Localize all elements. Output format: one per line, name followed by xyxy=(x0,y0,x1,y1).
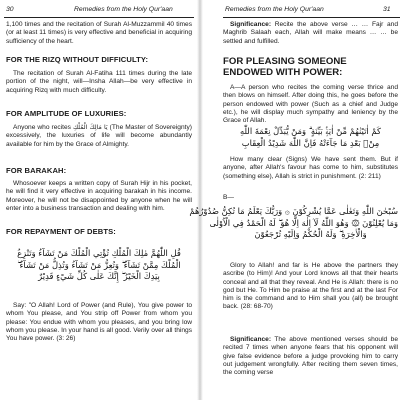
heading-pleasing-someone-endowed-with-power: FOR PLEASING SOMEONE ENDOWED WITH POWER: xyxy=(223,56,347,78)
part-b-arabic-line: وَمَا يُعْلِنُوْنَ ۞ وَهُوَ اللّٰهُ لَآ اِلٰهَ اِلَّا هُوَ ۖ لَهُ الْحَمْدُ فِي الْاُوْلٰى xyxy=(209,217,398,228)
left-page-number: 30 xyxy=(6,6,14,13)
debts-arabic-line: الْمُلْكَ مِمَّنْ تَشَآءُ ۖ وَتُعِزُّ مَنْ تَشَآءُ وَتُذِلُّ مَنْ تَشَآءُ ۖ xyxy=(17,259,181,270)
luxuries-paragraph xyxy=(6,124,192,149)
part-b-arabic-line: سُبْحٰنَ اللّٰهِ وَتَعٰلٰى عَمَّا يُشْرِكُوْنَ ۞ وَرَبُّكَ يَعْلَمُ مَا تُكِنُّ صُدُوْرُهُمْ xyxy=(189,206,398,216)
heading-luxuries: FOR AMPLITUDE OF LUXURIES: xyxy=(6,109,127,118)
significance-top-label: Significance: xyxy=(230,21,272,28)
part-b-translation: Glory to Allah! and far is He above the partners they ascribe (to Him)! And your Lord knows all that their hearts conceal and all that they reveal. And He is Allah: there is no god but He. To Him be praise at the first and at the last For him is the command and to Him shall you (all) be brought back. (28: 68-70) xyxy=(223,262,398,311)
right-header-rule xyxy=(223,17,400,18)
luxuries-text-before: Anyone who recites xyxy=(13,124,71,131)
left-header-rule xyxy=(4,17,194,18)
barakah-paragraph: Whosoever keeps a written copy of Surah Hijr in his pocket, he will find it very effective in acquiring barakah in his income. Moreover, he will not be disappointed by anyone when he will enter into a business transaction and dealing with him. xyxy=(6,180,192,212)
part-b-label: B— xyxy=(223,194,234,201)
part-a-arabic-line: كَمْ اٰتَيْنٰهُمْ مِّنْ اٰيَةٍۢ بَيِّنَةٍ ۗ وَمَنْ يُّبَدِّلْ نِعْمَةَ اللّٰهِ xyxy=(240,126,381,136)
significance-bottom-label: Significance: xyxy=(230,336,272,343)
right-page xyxy=(189,0,400,400)
significance-bottom-text: The above mentioned verses should be recited 7 times when anyone fears that his opponent will give false evidence before a judge provoking him to carry out judgement wrongfully. After reciting them seven times, the coming verse xyxy=(223,336,398,377)
luxuries-inline-arabic: يَا مَالِكَ الْمُلْكِ xyxy=(72,124,108,131)
right-page-number: 31 xyxy=(383,6,391,13)
heading-repayment-of-debts: FOR REPAYMENT OF DEBTS: xyxy=(6,227,116,236)
part-b-arabic-verse xyxy=(189,206,398,241)
left-intro-paragraph: 1,100 times and the recitation of Surah Al-Muzzammil 40 times (or at least 11 times) is very effective and beneficial in acquiring sufficiency of the heart. xyxy=(6,21,192,45)
rizq-paragraph: The recitation of Surah Al-Fatiha 111 times during the late portion of the night, will—Insha Allah—be very effective in acquiring Rizq with much difficulty. xyxy=(6,70,192,94)
part-a-translation: How many clear (Signs) We have sent them. But if anyone, after Allah's favour has come to him, substitutes (something else), Allah is strict in punishment. (2: 211) xyxy=(223,156,398,180)
part-a-paragraph: A—A person who recites the coming verse thrice and then blows on himself. After doing this, he goes before the person endowed with power (Such as a chief and Judge etc.), he will display much sympathy and leniency by the Grace of Allah. xyxy=(223,84,398,125)
part-b-arabic-line: وَالْاٰخِرَةِ ۖ وَلَهُ الْحُكْمُ وَاِلَيْهِ تُرْجَعُوْنَ xyxy=(254,229,367,239)
debts-arabic-line: بِيَدِكَ الْخَيْرُ ۖ إِنَّكَ عَلٰى كُلِّ شَيْءٍ قَدِيْرٌ xyxy=(38,271,160,281)
part-a-arabic-verse xyxy=(223,126,398,149)
luxuries-text-after: (The Master of Sovereignty) excessively, the luxuries of life will become abundantly available for him by the Grace of Almighty. xyxy=(6,124,192,148)
significance-bottom xyxy=(223,336,398,377)
right-running-title: Remedies from the Holy Qur'aan xyxy=(225,6,324,13)
significance-top-text: Recite the above verse … … Fajr and Maghrib Salaah each, Allah will make means … … be settled and fulfilled. xyxy=(223,21,398,45)
debts-translation: Say: "O Allah! Lord of Power (and Rule), You give power to whom You please, and You strip off Power from whom you please: You endue with whom you pleases, and you bring low whom you please. In your hand is all good. Verily over all things You have power. (3: 26) xyxy=(6,302,192,343)
significance-top xyxy=(223,21,398,46)
debts-arabic-verse xyxy=(8,248,190,283)
heading-rizq: FOR THE RIZQ WITHOUT DIFFICULTY: xyxy=(6,55,149,64)
part-a-arabic-line: مِنْۢ بَعْدِ مَا جَآءَتْهُ فَاِنَّ اللّٰهَ شَدِيْدُ الْعِقَابِ xyxy=(241,137,380,148)
left-running-title: Remedies from the Holy Qur'aan xyxy=(74,6,173,13)
debts-arabic-line: قُلِ اللّٰهُمَّ مٰلِكَ الْمُلْكِ تُؤْتِي الْمُلْكَ مَنْ تَشَآءُ وَتَنْزِعُ xyxy=(17,248,181,258)
heading-barakah: FOR BARAKAH: xyxy=(6,166,67,175)
left-page xyxy=(0,0,199,400)
